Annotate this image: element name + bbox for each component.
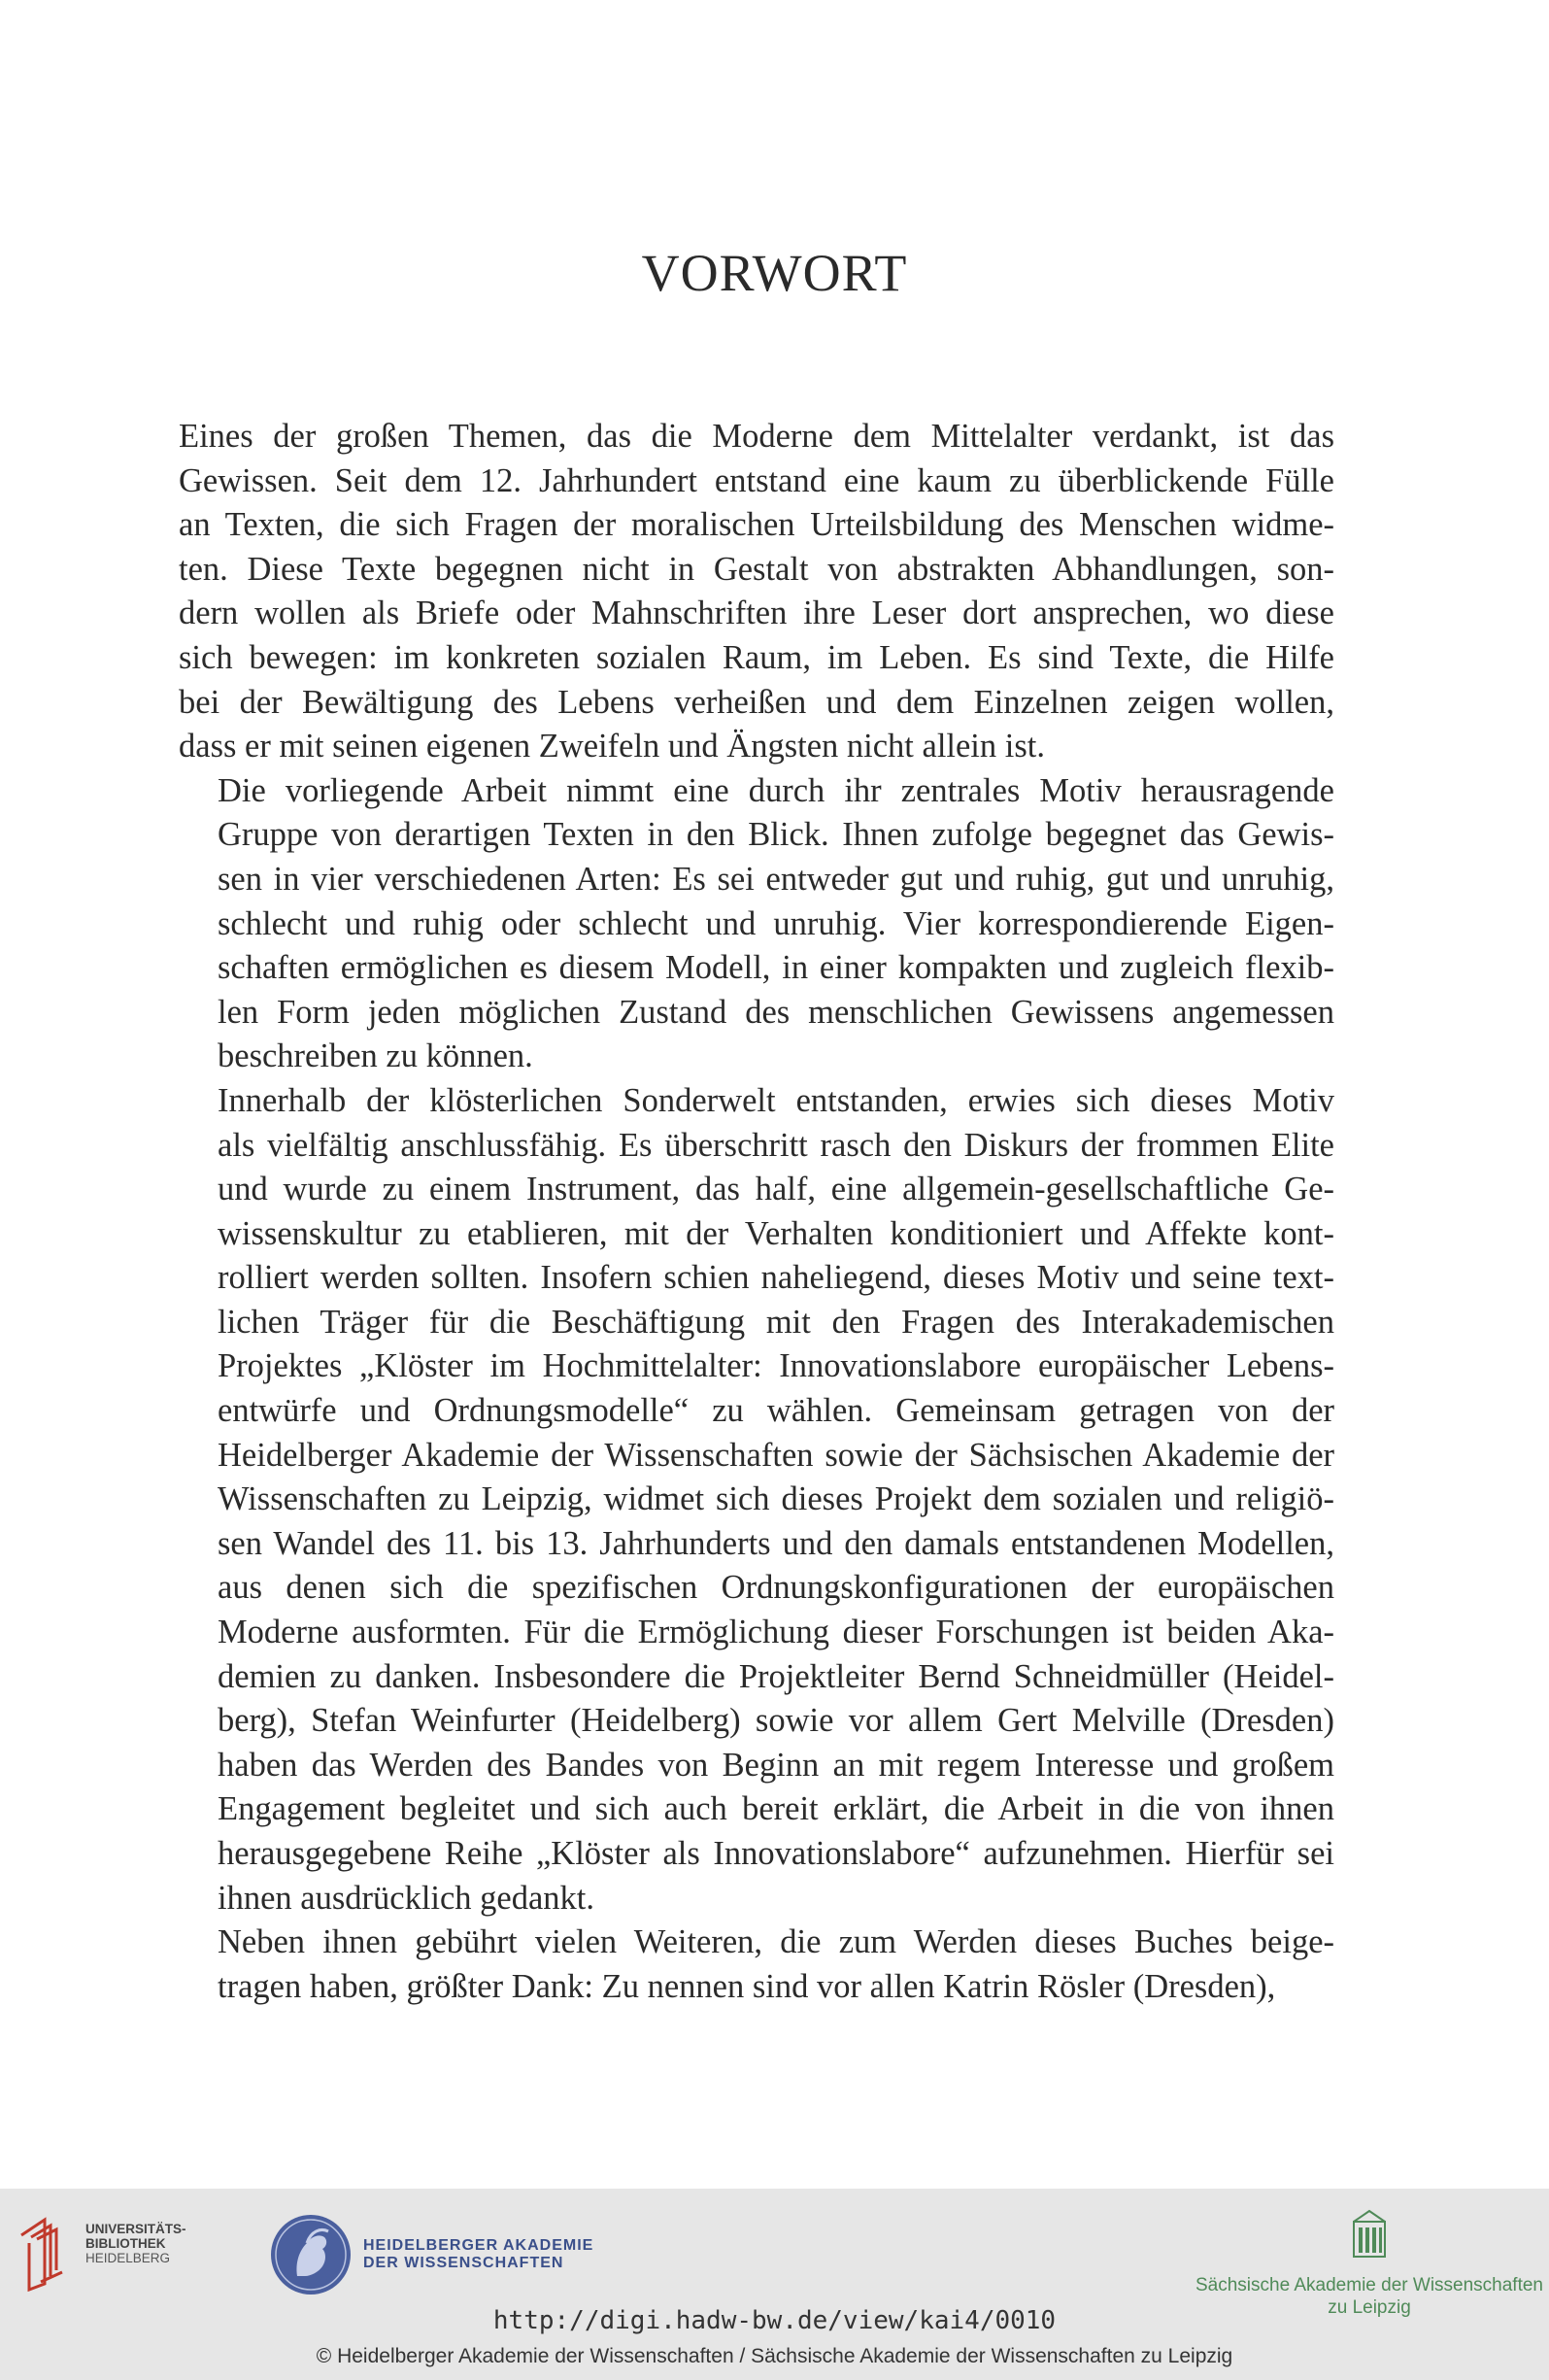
- paragraph: [179, 1921, 1334, 2009]
- paragraph: [179, 769, 1334, 1079]
- text-line: rolliert werden sollten. Insofern schien naheliegend, dieses Motiv und seine text-: [218, 1259, 1334, 1297]
- permalink-url[interactable]: http://digi.hadw-bw.de/view/kai4/0010: [492, 2306, 1057, 2335]
- page-title: VORWORT: [641, 244, 908, 302]
- text-line: Projektes „Klöster im Hochmittelalter: Innovationslabore europäischer Lebens-: [218, 1347, 1334, 1385]
- text-line: Die vorliegende Arbeit nimmt eine durch ihr zentrales Motiv herausragende: [218, 771, 1334, 809]
- text-line: demien zu danken. Insbesondere die Projektleiter Bernd Schneidmüller (Heidel-: [218, 1657, 1334, 1695]
- saw-name-line2: zu Leipzig: [1328, 2297, 1411, 2318]
- hadw-name-line1: HEIDELBERGER AKADEMIE: [363, 2237, 594, 2254]
- ub-heidelberg-icon: [17, 2214, 76, 2292]
- text-line: Gewissen. Seit dem 12. Jahrhundert entstand eine kaum zu überblickende Fülle: [179, 461, 1334, 499]
- text-line: sich bewegen: im konkreten sozialen Raum, im Leben. Es sind Texte, die Hilfe: [179, 638, 1334, 676]
- text-line: und wurde zu einem Instrument, das half, eine allgemein-gesellschaftliche Ge-: [218, 1171, 1334, 1208]
- text-line: wissenskultur zu etablieren, mit der Verhalten konditioniert und Affekte kont-: [218, 1214, 1334, 1252]
- text-line: Moderne ausformten. Für die Ermöglichung dieser Forschungen ist beiden Aka-: [218, 1614, 1334, 1651]
- text-line: dass er mit seinen eigenen Zweifeln und Ängsten nicht allein ist.: [179, 728, 1045, 765]
- text-line: berg), Stefan Weinfurter (Heidelberg) sowie vor allem Gert Melville (Dresden): [218, 1702, 1334, 1740]
- text-line: Engagement begleitet und sich auch bereit erklärt, die Arbeit in die von ihnen: [218, 1790, 1334, 1828]
- text-line: len Form jeden möglichen Zustand des menschlichen Gewissens angemessen: [218, 993, 1334, 1031]
- text-line: Eines der großen Themen, das die Moderne dem Mittelalter verdankt, ist das: [179, 418, 1334, 455]
- text-line: ihnen ausdrücklich gedankt.: [218, 1879, 595, 1917]
- text-line: dern wollen als Briefe oder Mahnschriften ihre Leser dort ansprechen, wo diese: [179, 595, 1334, 632]
- text-line: haben das Werden des Bandes von Beginn an mit regem Interesse und großem: [218, 1746, 1334, 1784]
- ub-name-line3: HEIDELBERG: [85, 2251, 171, 2265]
- footer-bar: [0, 2189, 1549, 2380]
- ub-name-line2: BIBLIOTHEK: [85, 2236, 166, 2251]
- text-line: schlecht und ruhig oder schlecht und unruhig. Vier korrespondierende Eigen-: [218, 904, 1334, 942]
- text-line: ten. Diese Texte begegnen nicht in Gestalt von abstrakten Abhandlungen, son-: [179, 550, 1334, 588]
- minerva-seal-icon: [268, 2212, 354, 2297]
- body-text: [179, 415, 1334, 2009]
- text-line: aus denen sich die spezifischen Ordnungskonfigurationen der europäischen: [218, 1569, 1334, 1607]
- saw-name-line1: Sächsische Akademie der Wissenschaften: [1195, 2275, 1543, 2295]
- text-line: Heidelberger Akademie der Wissenschaften sowie der Sächsischen Akademie der: [218, 1436, 1334, 1474]
- paragraph: [179, 415, 1334, 769]
- text-line: lichen Träger für die Beschäftigung mit den Fragen des Interakademischen: [218, 1303, 1334, 1341]
- text-line: Wissenschaften zu Leipzig, widmet sich dieses Projekt dem sozialen und religiö-: [218, 1480, 1334, 1518]
- hadw-logo[interactable]: [268, 2212, 603, 2309]
- text-line: entwürfe und Ordnungsmodelle“ zu wählen. Gemeinsam getragen von der: [218, 1392, 1334, 1430]
- ub-name-line1: UNIVERSITÄTS-: [85, 2222, 186, 2236]
- text-line: sen in vier verschiedenen Arten: Es sei entweder gut und ruhig, gut und unruhig,: [218, 860, 1334, 898]
- ub-heidelberg-logo[interactable]: [17, 2210, 212, 2317]
- text-line: herausgegebene Reihe „Klöster als Innovationslabore“ aufzunehmen. Hierfür sei: [218, 1835, 1334, 1872]
- saw-building-icon: [1352, 2208, 1387, 2259]
- text-line: an Texten, die sich Fragen der moralischen Urteilsbildung des Menschen widme-: [179, 506, 1334, 544]
- text-line: als vielfältig anschlussfähig. Es überschritt rasch den Diskurs der frommen Elite: [218, 1126, 1334, 1164]
- text-line: sen Wandel des 11. bis 13. Jahrhunderts und den damals entstandenen Modellen,: [218, 1524, 1334, 1562]
- text-line: beschreiben zu können.: [218, 1037, 533, 1075]
- text-line: Gruppe von derartigen Texten in den Blick. Ihnen zufolge begegnet das Gewis-: [218, 816, 1334, 854]
- paragraph: [179, 1079, 1334, 1921]
- text-line: Innerhalb der klösterlichen Sonderwelt entstanden, erwies sich dieses Motiv: [218, 1081, 1334, 1119]
- text-line: schaften ermöglichen es diesem Modell, in einer kompakten und zugleich flexib-: [218, 949, 1334, 987]
- hadw-name-line2: DER WISSENSCHAFTEN: [363, 2255, 564, 2271]
- copyright-notice: © Heidelberger Akademie der Wissenschaften / Sächsische Akademie der Wissenschaften zu Leipzig: [316, 2345, 1233, 2367]
- text-line: Neben ihnen gebührt vielen Weiteren, die zum Werden dieses Buches beige-: [218, 1923, 1334, 1961]
- text-line: tragen haben, größter Dank: Zu nennen sind vor allen Katrin Rösler (Dresden),: [218, 1967, 1276, 2005]
- text-line: bei der Bewältigung des Lebens verheißen und dem Einzelnen zeigen wollen,: [179, 683, 1334, 721]
